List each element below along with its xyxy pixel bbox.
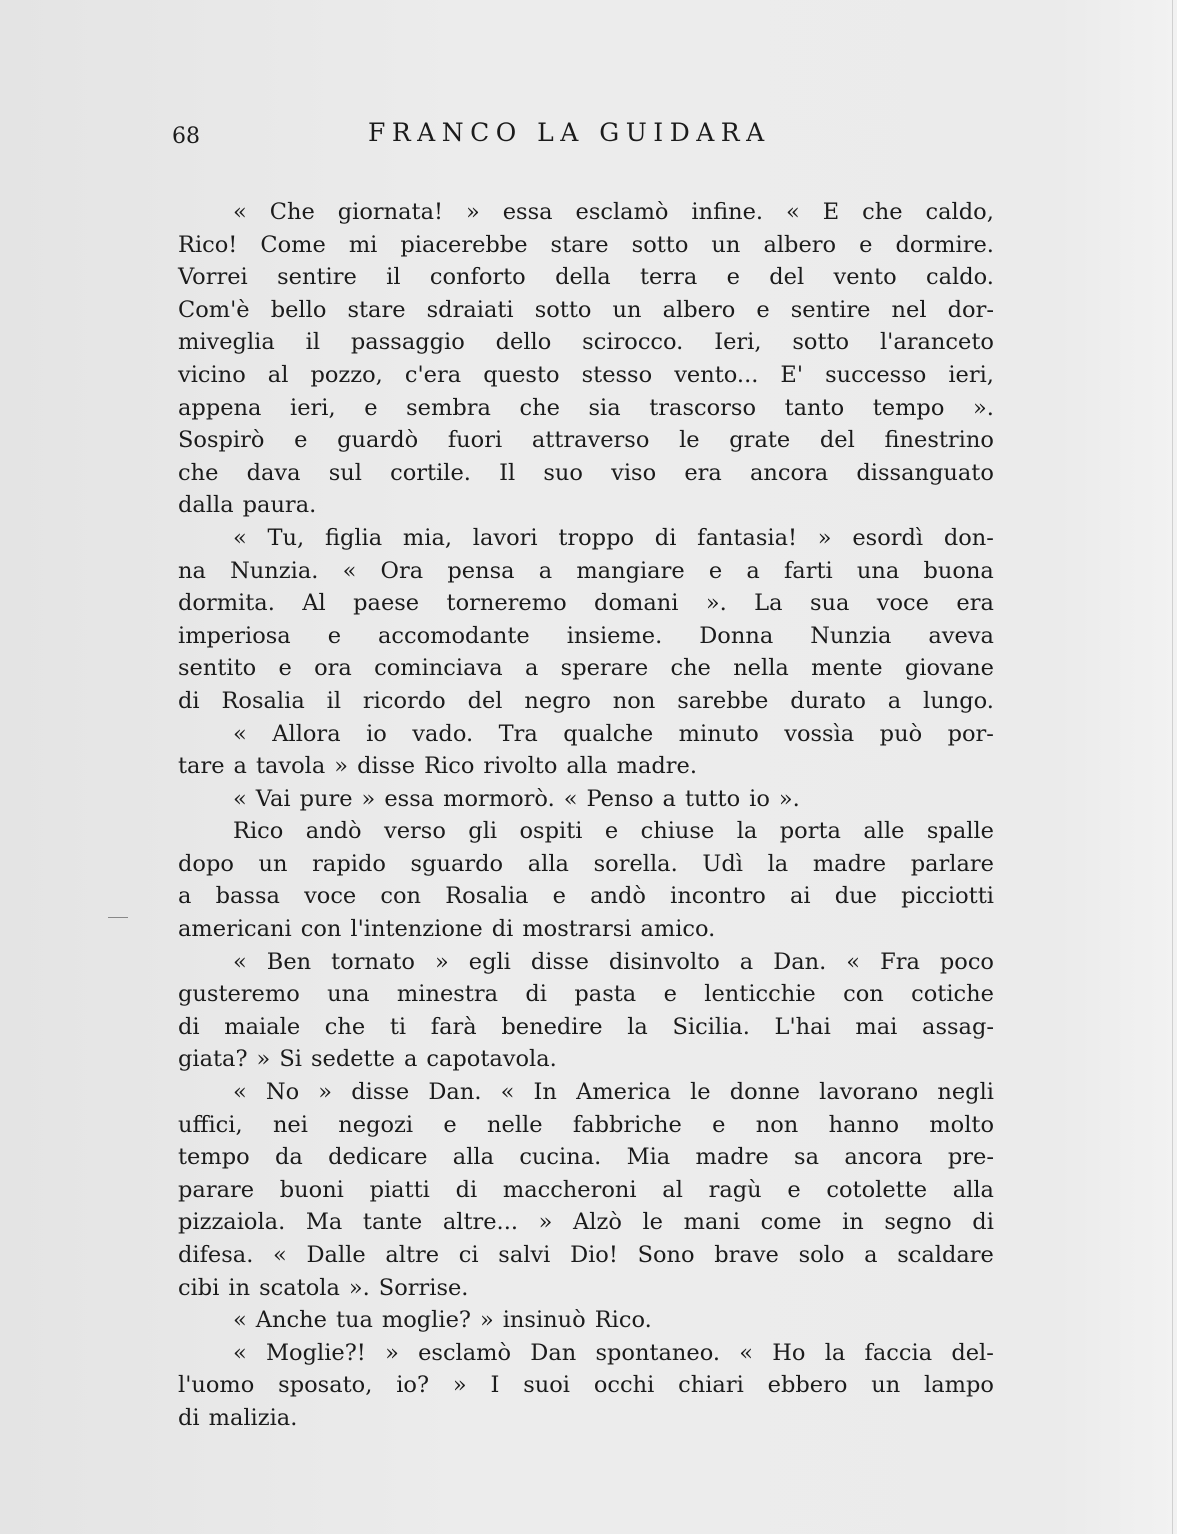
text-line: di malizia.: [178, 1404, 298, 1431]
text-line: pizzaiola. Ma tante altre... » Alzò le mani come in segno di: [178, 1209, 994, 1236]
text-line: « Ben tornato » egli disse disinvolto a Dan. « Fra poco: [233, 948, 994, 975]
page-edge: [1172, 0, 1173, 1534]
text-line: imperiosa e accomodante insieme. Donna Nunzia aveva: [178, 622, 994, 649]
text-line: Com'è bello stare sdraiati sotto un albero e sentire nel dor-: [178, 296, 994, 323]
running-head: FRANCO LA GUIDARA: [368, 118, 771, 147]
text-line: Sospirò e guardò fuori attraverso le grate del finestrino: [178, 427, 994, 454]
text-line: uffici, nei negozi e nelle fabbriche e non hanno molto: [178, 1111, 994, 1138]
text-line: cibi in scatola ». Sorrise.: [178, 1274, 469, 1301]
margin-mark: [108, 917, 128, 918]
text-line: « Moglie?! » esclamò Dan spontaneo. « Ho la faccia del-: [233, 1339, 994, 1366]
text-line: sentito e ora cominciava a sperare che nella mente giovane: [178, 655, 994, 682]
text-line: Rico! Come mi piacerebbe stare sotto un albero e dormire.: [178, 231, 994, 258]
page-number: 68: [172, 124, 200, 149]
text-line: dormita. Al paese torneremo domani ». La sua voce era: [178, 590, 994, 617]
text-line: tempo da dedicare alla cucina. Mia madre sa ancora pre-: [178, 1144, 994, 1171]
text-line: giata? » Si sedette a capotavola.: [178, 1046, 557, 1073]
text-line: difesa. « Dalle altre ci salvi Dio! Sono brave solo a scaldare: [178, 1242, 994, 1268]
text-line: l'uomo sposato, io? » I suoi occhi chiari ebbero un lampo: [178, 1372, 994, 1399]
text-line: tare a tavola » disse Rico rivolto alla madre.: [178, 753, 697, 780]
text-line: vicino al pozzo, c'era questo stesso vento... E' successo ieri,: [178, 361, 994, 388]
text-line: « Anche tua moglie? » insinuò Rico.: [233, 1307, 652, 1334]
text-line: na Nunzia. « Ora pensa a mangiare e a farti una buona: [178, 557, 994, 584]
text-line: americani con l'intenzione di mostrarsi amico.: [178, 916, 716, 943]
text-line: di Rosalia il ricordo del negro non sarebbe durato a lungo.: [178, 687, 994, 714]
text-line: « No » disse Dan. « In America le donne lavorano negli: [233, 1079, 994, 1106]
text-line: di maiale che ti farà benedire la Sicilia. L'hai mai assag-: [178, 1013, 994, 1040]
text-line: miveglia il passaggio dello scirocco. Ieri, sotto l'aranceto: [178, 329, 994, 356]
text-line: « Tu, figlia mia, lavori troppo di fantasia! » esordì don-: [233, 524, 994, 551]
text-line: Vorrei sentire il conforto della terra e del vento caldo.: [178, 264, 994, 291]
text-line: « Che giornata! » essa esclamò infine. « E che caldo,: [233, 199, 994, 225]
text-line: appena ieri, e sembra che sia trascorso tanto tempo ».: [178, 394, 994, 421]
text-line: a bassa voce con Rosalia e andò incontro ai due picciotti: [178, 883, 994, 910]
text-line: dalla paura.: [178, 492, 317, 519]
text-line: dopo un rapido sguardo alla sorella. Udì la madre parlare: [178, 850, 994, 877]
text-line: « Allora io vado. Tra qualche minuto vossìa può por-: [233, 720, 994, 747]
body-text: [178, 196, 994, 1435]
text-line: che dava sul cortile. Il suo viso era ancora dissanguato: [178, 459, 994, 486]
text-line: parare buoni piatti di maccheroni al ragù e cotolette alla: [178, 1176, 994, 1203]
text-line: Rico andò verso gli ospiti e chiuse la porta alle spalle: [233, 818, 994, 845]
text-line: gusteremo una minestra di pasta e lenticchie con cotiche: [178, 981, 994, 1008]
text-line: « Vai pure » essa mormorò. « Penso a tutto io ».: [233, 785, 800, 812]
